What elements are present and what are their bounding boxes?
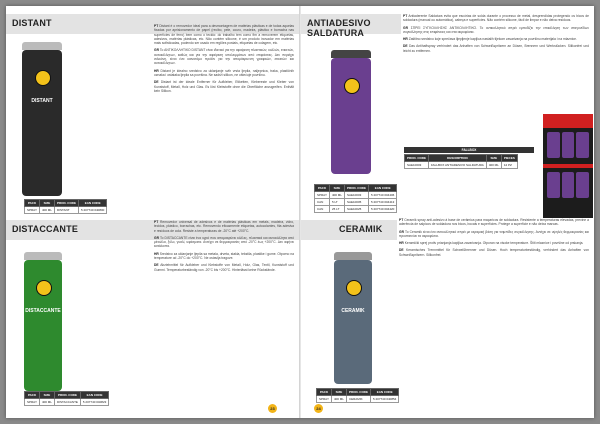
section-header-band <box>301 220 397 240</box>
distaccante-product-table: PACK SIZE PROD. CODE EAN CODE SPRAY 400 ML DISTACCANTE 5 207740 040823 <box>24 391 109 406</box>
table-row: SAE10003 FALLBOX ANTIADESIVO SALDATURA 400 ML 12 PZ <box>405 162 518 169</box>
ceramik-can-image <box>334 256 372 384</box>
box-label: FALLBOX <box>404 147 534 153</box>
product-title: ANTIADESIVO SALDATURA <box>307 18 371 38</box>
antiadesivo-can-image <box>331 54 371 174</box>
distant-can-image <box>22 46 62 196</box>
page-fold <box>299 6 301 418</box>
box-table: PROD. CODE DESCRIPTION SIZE PIECES SAE10003 FALLBOX ANTIADESIVO SALDATURA 400 ML 12 PZ <box>404 154 518 169</box>
table-row: CAN 5 LT SAE10005 5 207740 004413 <box>315 199 397 206</box>
table-row: SPRAY 400 ML SAE10003 5 207740 004406 <box>315 192 397 199</box>
page-number: 23 <box>268 404 277 413</box>
section-header-band <box>301 14 401 38</box>
distant-description: PT Distant é o removedor ideal para a desmontagem de matérias plásticas e de todas aquelas fixadas por aprisionamento de papel (recibo, pele, couro, madeira, plástico e borracha nas superfícies de ferro) bem como o tecido: do trabalho tem como fim a removerem etiquetas, adesivos, matérias plásticas, etc. Não contém silicone, é um produto inovador em matérias mais sofisticadas, podendo ser usado em regiões postais, etiquetas de colagem, etc. GR Το ΑΝΤΙΚΟΛΛΗΤΙΚΟ DISTANT είναι ιδανικό για την αφαίρεση πλαστικών, κολλών, ετικετών, αυτοκόλλητων, καθώς και για την αφαίρεση υπολειμμάτων από επιφάνειες. Δεν περιέχει σιλικόνη, είναι ένα καινοτόμο προϊόν για την απομάκρυνση γραφικών, ετικετών και αυτοκόλλητων. HR Distant je idealno sredstvo za uklanjanje svih vrsta ljepila, naljepnica, traka, plastičnih oznaka i ostataka ljepila sa površina. Ne sadrži silikon, ne oštećuje površinu. DE Distant ist der ideale Entferner für Aufkleber, Etiketten, Klebereste und Kleber von Kunststoff, Metall, Holz und Glas. Es löst Klebstoffe ohne die Oberfläche anzugreifen. Enthält kein Silikon. <box>154 24 294 93</box>
catalog-spread <box>6 6 594 418</box>
product-title: DISTACCANTE <box>12 224 79 234</box>
distaccante-description: PT Removedor universal de adesivos e de matérias plásticas em metais, madeira, vidro, tecidos, plástico, borrachas, etc. Removendo eficazmente etiquetas, autocolantes, fita adesiva e resíduos de cola. Resiste a temperaturas de -20°C até +200°C. GR Το DISTACCANTE είναι ένα υγρό που απομακρύνει κόλλες, πλαστικά και αυτοκόλλητα από μέταλλα, ξύλο, γυαλί, υφάσματα. Αντέχει σε θερμοκρασίες από -20°C έως +200°C. Δεν αφήνει κατάλοιπα. HR Sredstvo za uklanjanje ljepila sa metala, drveta, stakla, tekstila, plastike i gume. Otporno na temperature od -20°C do +200°C. Ne ostavlja tragove. DE Abziehmittel für Aufkleber und Klebstoffe von Metall, Holz, Glas, Textil, Kunststoff und Gummi. Temperaturbeständig von -20°C bis +200°C. Hinterlässt keine Rückstände. <box>154 220 295 272</box>
product-title: CERAMIK <box>339 224 383 234</box>
product-title: DISTANT <box>12 18 52 28</box>
page-number: 24 <box>314 404 323 413</box>
display-box-image <box>543 114 593 218</box>
table-row: SPRAY 400 ML CERAMIK 5 207740 040854 <box>317 396 399 403</box>
antiadesivo-description: PT Antiaderente Saldatura evita que escórias de solda durante o processo de metal, desprendidas protegendo os bicos de soldadura (manual ou automática), cabeça e superfícies. Não contém silicone, fácil de limpar e não deixa resíduos. GR ΣΠΡΕΙ ΣΥΓΚΟΛΛΗΣΗΣ ΑΝΤΙΚΟΛΛΗΤΙΚΟ. Το αντικολλητικό σπρέι εμποδίζει την επικόλληση των σταγονιδίων συγκόλλησης στις επιφάνειες και στα ακροφύσια. HR Zaštitno sredstvo koje sprečava lijepljenje kapljica nastalih tijekom zavarivanja na površinu materijala i na mlaznice. DE Das Antihaftspray verhindert das Anhaften von Schweißspritzern an Düsen, Brennern und Werkstücken. Silikonfrei und leicht zu entfernen. <box>403 14 590 53</box>
ceramik-description: PT Ceramik spray anti-adesivo à base de cerâmica para maçaricos de soldadura. Resistente a temperaturas elevadas, previne a aderência de salpicos de soldadura nos bicos, bocais e superfícies. Protege a superfície e não deixa marcas. GR Το Ceramik είναι ένα αντικολλητικό σπρέι με κεραμική βάση για τσιμπίδες συγκόλλησης. Αντέχει σε υψηλές θερμοκρασίες και προστατεύει τα ακροφύσια. HR Keramički sprej protiv prianjanja kapljica zavarivanja. Otporan na visoke temperature. Štiti mlaznice i površine od prskanja. DE Keramisches Trennmittel für Schweißbrenner und Düsen. Hoch temperaturbeständig, verhindert das Anhaften von Schweißspritzern. Silikonfrei. <box>399 218 590 257</box>
antiadesivo-product-table: PACK SIZE PROD. CODE EAN CODE SPRAY 400 ML SAE10003 5 207740 004406 CAN 5 LT SAE10005 5 207740 004413 CAN 25 LT SAE10025 5 207740 004420 <box>314 184 397 213</box>
table-row: SPRAY 400 ML DISTACCANTE 5 207740 040823 <box>25 399 109 406</box>
can-label: CERAMIK <box>341 308 365 314</box>
distant-product-table: PACK SIZE PROD. CODE EAN CODE SPRAY 400 ML DISTANT 5 207740 040800 <box>24 199 107 214</box>
can-label: DISTANT <box>31 98 53 104</box>
distaccante-can-image <box>24 256 62 391</box>
ceramik-product-table: PACK SIZE PROD. CODE EAN CODE SPRAY 400 ML CERAMIK 5 207740 040854 <box>316 388 399 403</box>
table-row: SPRAY 400 ML DISTANT 5 207740 040800 <box>25 207 107 214</box>
can-label: DISTACCANTE <box>25 308 61 314</box>
table-row: CAN 25 LT SAE10025 5 207740 004420 <box>315 206 397 213</box>
